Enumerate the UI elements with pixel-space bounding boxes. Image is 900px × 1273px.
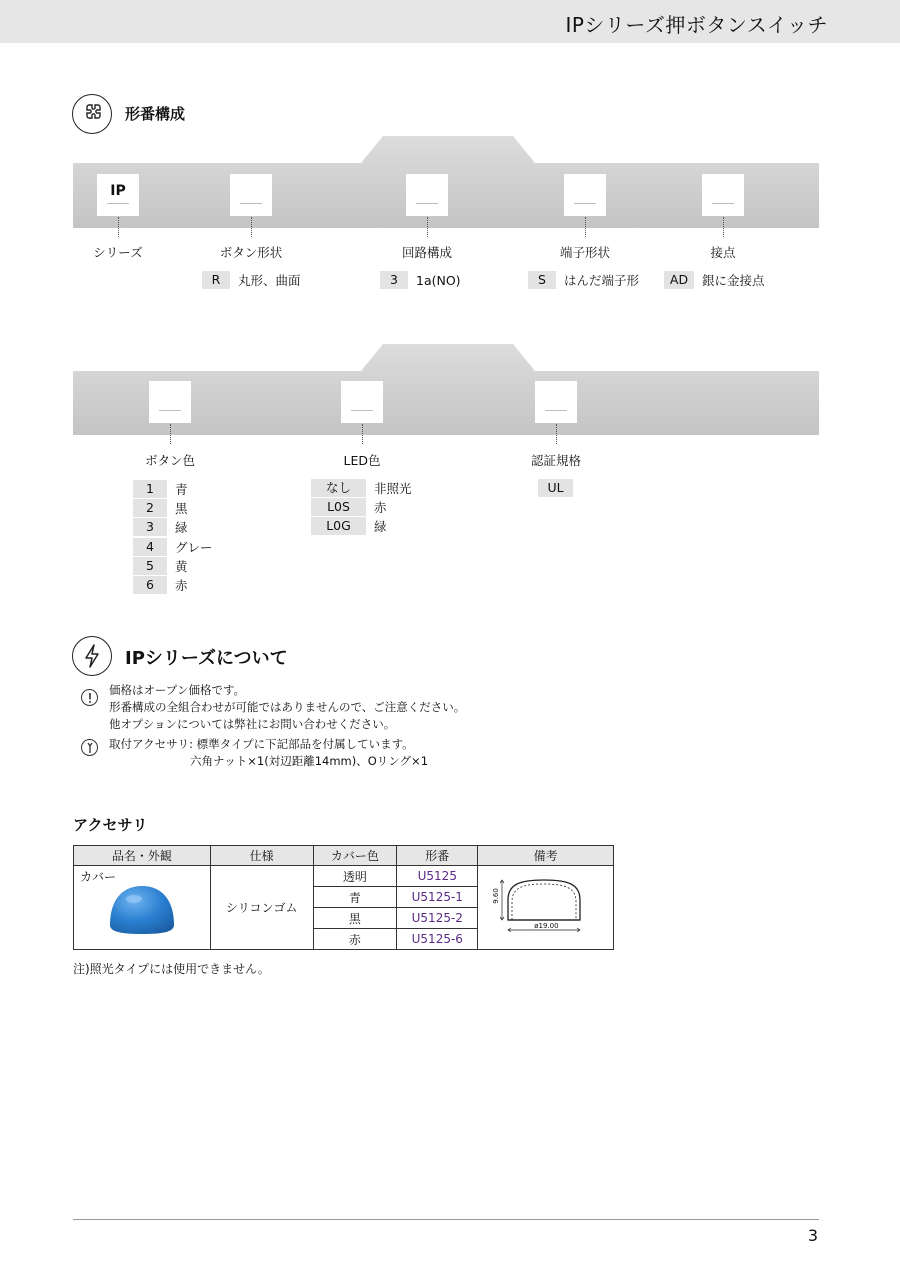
part-number-cell: U5125-1	[397, 887, 478, 908]
item-name: カバー	[80, 870, 117, 884]
option-button-shape: R 丸形、曲面	[202, 271, 301, 289]
note-line: 六角ナット×1(対辺距離14mm)、Oリング×1	[190, 754, 429, 768]
footer-divider	[73, 1219, 819, 1220]
label-led-color: LED色	[343, 453, 381, 468]
page-number: 3	[807, 1226, 818, 1245]
label-series: シリーズ	[93, 245, 143, 260]
label-button-color: ボタン色	[144, 453, 196, 468]
column-header: 形番	[397, 846, 478, 866]
label-button-shape: ボタン形状	[219, 245, 283, 260]
column-header: 備考	[478, 846, 614, 866]
label-circuit: 回路構成	[401, 245, 453, 260]
page-header-title: IPシリーズ押ボタンスイッチ	[565, 13, 828, 37]
model-section-title: 形番構成	[125, 105, 186, 123]
tool-icon	[81, 739, 98, 756]
option-button-color: 4 グレー	[133, 538, 213, 556]
accessory-note: 注)照光タイプには使用できません。	[73, 962, 270, 976]
option-circuit: 3 1a(NO)	[380, 271, 461, 289]
part-number-cell: U5125-2	[397, 908, 478, 929]
option-button-color: 3 緑	[133, 518, 188, 536]
option-contact: AD 銀に金接点	[664, 271, 765, 289]
accessory-title: アクセサリ	[73, 816, 148, 834]
about-section-title: IPシリーズについて	[125, 648, 288, 669]
slot-led-color	[341, 381, 383, 423]
note-line: 取付アクセサリ: 標準タイプに下記部品を付属しています。	[109, 737, 414, 751]
note-line: 他オプションについては弊社にお問い合わせください。	[109, 717, 396, 731]
dimension-height: 9.60	[492, 888, 501, 904]
option-certification: UL	[538, 479, 573, 497]
option-led-color: なし 非照光	[311, 479, 412, 497]
label-terminal: 端子形状	[559, 245, 611, 260]
cover-color-cell: 青	[313, 887, 397, 908]
accessory-table	[73, 845, 614, 950]
cover-color-cell: 黒	[313, 908, 397, 929]
option-led-color: L0G 緑	[311, 517, 387, 535]
cover-image	[106, 883, 178, 935]
lightning-icon	[72, 636, 112, 676]
exclamation-icon	[81, 689, 98, 706]
column-header: 品名・外観	[74, 846, 211, 866]
label-certification: 認証規格	[530, 453, 582, 468]
item-cell	[74, 866, 211, 950]
note-line: 価格はオープン価格です。	[109, 683, 246, 697]
table-header-row	[74, 846, 614, 866]
note-line: 形番構成の全組合わせが可能ではありませんので、ご注意ください。	[109, 700, 466, 714]
option-button-color: 2 黒	[133, 499, 188, 517]
part-number-cell: U5125-6	[397, 929, 478, 950]
column-header: カバー色	[313, 846, 397, 866]
part-number-cell: U5125	[397, 866, 478, 887]
option-button-color: 1 青	[133, 480, 188, 498]
remarks-cell	[478, 866, 614, 950]
slot-button-shape	[230, 174, 272, 216]
column-header: 仕様	[210, 846, 313, 866]
slot-contact	[702, 174, 744, 216]
cover-color-cell: 透明	[313, 866, 397, 887]
table-row	[74, 866, 614, 887]
cover-color-cell: 赤	[313, 929, 397, 950]
option-led-color: L0S 赤	[311, 498, 387, 516]
option-terminal: S はんだ端子形	[528, 271, 639, 289]
spec-cell: シリコンゴム	[210, 866, 313, 950]
dimension-drawing	[492, 870, 602, 946]
option-button-color: 5 黄	[133, 557, 188, 575]
slot-series: IP	[97, 174, 139, 216]
slot-certification	[535, 381, 577, 423]
label-contact: 接点	[710, 245, 736, 260]
slot-button-color	[149, 381, 191, 423]
option-button-color: 6 赤	[133, 576, 188, 594]
slot-terminal	[564, 174, 606, 216]
dimension-width: ø19.00	[534, 922, 559, 930]
puzzle-icon	[72, 94, 112, 134]
slot-circuit	[406, 174, 448, 216]
